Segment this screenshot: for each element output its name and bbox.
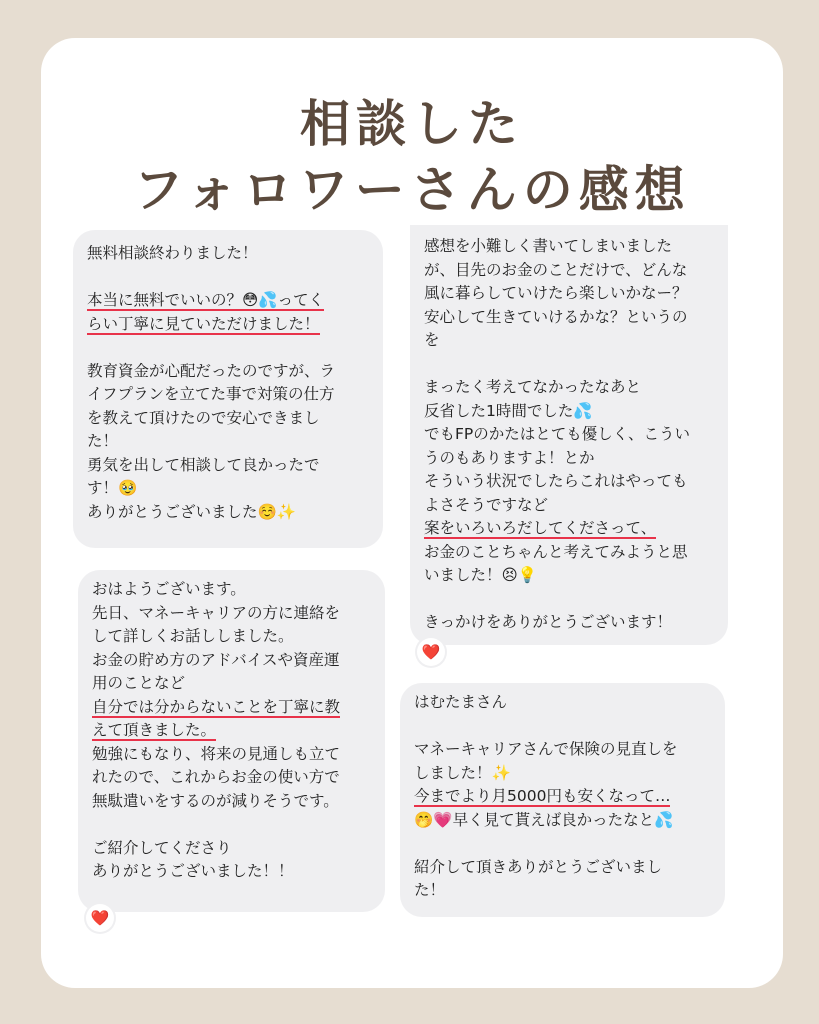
message-line: 先日、マネーキャリアの方に連絡を [92, 603, 341, 622]
message-line: 紹介して頂きありがとうございまし [414, 857, 663, 876]
message-line: お金の貯め方のアドバイスや資産運 [92, 650, 340, 669]
message-bubble-1 [73, 230, 383, 548]
message-line: た！ [87, 432, 119, 450]
message-line: よさそうですなど [424, 495, 549, 514]
message-line: でもFPのかたはとても優しく、こうい [424, 425, 690, 443]
message-line: 無料相談終わりました！ [87, 244, 258, 262]
message-line: ありがとうございました☺️✨ [87, 502, 297, 521]
message-line: しました！✨ [414, 763, 511, 782]
message-line: が、目先のお金のことだけで、どんな [424, 260, 688, 279]
message-line: れたので、これからお金の使い方で [92, 768, 340, 786]
message-line [414, 832, 711, 856]
message-line: 風に暮らしていけたら楽しいかなー？ [424, 284, 688, 302]
page-title-line2: フォロワーさんの感想 [133, 161, 691, 219]
heart-reaction-icon: ❤️ [86, 904, 114, 932]
message-bubble-2 [78, 570, 385, 912]
message-line: そういう状況でしたらこれはやっても [424, 472, 688, 490]
message-bubble-4 [400, 683, 725, 917]
highlighted-text: えて頂きました。 [92, 721, 217, 739]
message-line: を教えて頂けたので安心できまし [87, 408, 320, 427]
message-line [424, 517, 714, 541]
message-line: す！🥹 [87, 479, 138, 497]
message-line: 用のことなど [92, 674, 186, 692]
message-line [424, 588, 714, 612]
message-line: 🤭💗早く見て貰えば良かったなと💦 [414, 810, 674, 829]
message-line: まったく考えてなかったなあと [424, 378, 642, 396]
message-line: はむたまさん [414, 693, 508, 711]
message-line [92, 696, 371, 720]
message-line: おはようございます。 [92, 580, 246, 598]
message-line: 勉強にもなり、将来の見通しも立て [92, 744, 341, 763]
highlighted-text: 案をいろいろだしてくださって、 [424, 519, 657, 537]
message-line: イフプランを立てた事で対策の仕方 [87, 385, 335, 403]
message-line [424, 353, 714, 377]
message-line: 教育資金が心配だったのですが、ラ [87, 361, 336, 380]
message-line: 無駄遣いをするのが減りそうです。 [92, 791, 339, 810]
message-line: 感想を小難しく書いてしまいました [424, 237, 673, 255]
highlighted-text: 自分では分からないことを丁寧に教 [92, 697, 341, 716]
message-line [414, 785, 711, 809]
message-line: 安心して生きていけるかな？というの [424, 307, 688, 326]
message-line: うのもありますよ！とか [424, 448, 595, 467]
message-line: 勇気を出して相談して良かったで [87, 455, 320, 474]
message-line: マネーキャリアさんで保険の見直しを [414, 740, 678, 758]
highlighted-text: らい丁寧に見ていただけました！ [87, 314, 320, 333]
highlighted-text: 本当に無料でいいの？😳💦ってく [87, 291, 324, 309]
heart-reaction-icon: ❤️ [417, 638, 445, 666]
message-line: を [424, 331, 440, 349]
message-line [87, 336, 369, 360]
highlighted-text: 今までより月5000円も安くなって… [414, 787, 671, 805]
message-line [87, 313, 369, 337]
message-line [87, 289, 369, 313]
message-bubble-3 [410, 225, 728, 645]
message-line: た！ [414, 881, 446, 899]
message-line: して詳しくお話ししました。 [92, 627, 294, 645]
message-line: 反省した1時間でした💦 [424, 401, 593, 420]
message-line [414, 715, 711, 739]
message-line [92, 813, 371, 837]
message-line [92, 719, 371, 743]
message-line: きっかけをありがとうございます！ [424, 613, 673, 631]
message-line: ご紹介してくださり [92, 838, 232, 857]
page-title-line1: 相談した [300, 95, 524, 153]
message-line: お金のことちゃんと考えてみようと思 [424, 542, 688, 561]
message-line: ありがとうございました！！ [92, 862, 294, 880]
message-line: いました！😣💡 [424, 566, 537, 584]
message-line [87, 266, 369, 290]
